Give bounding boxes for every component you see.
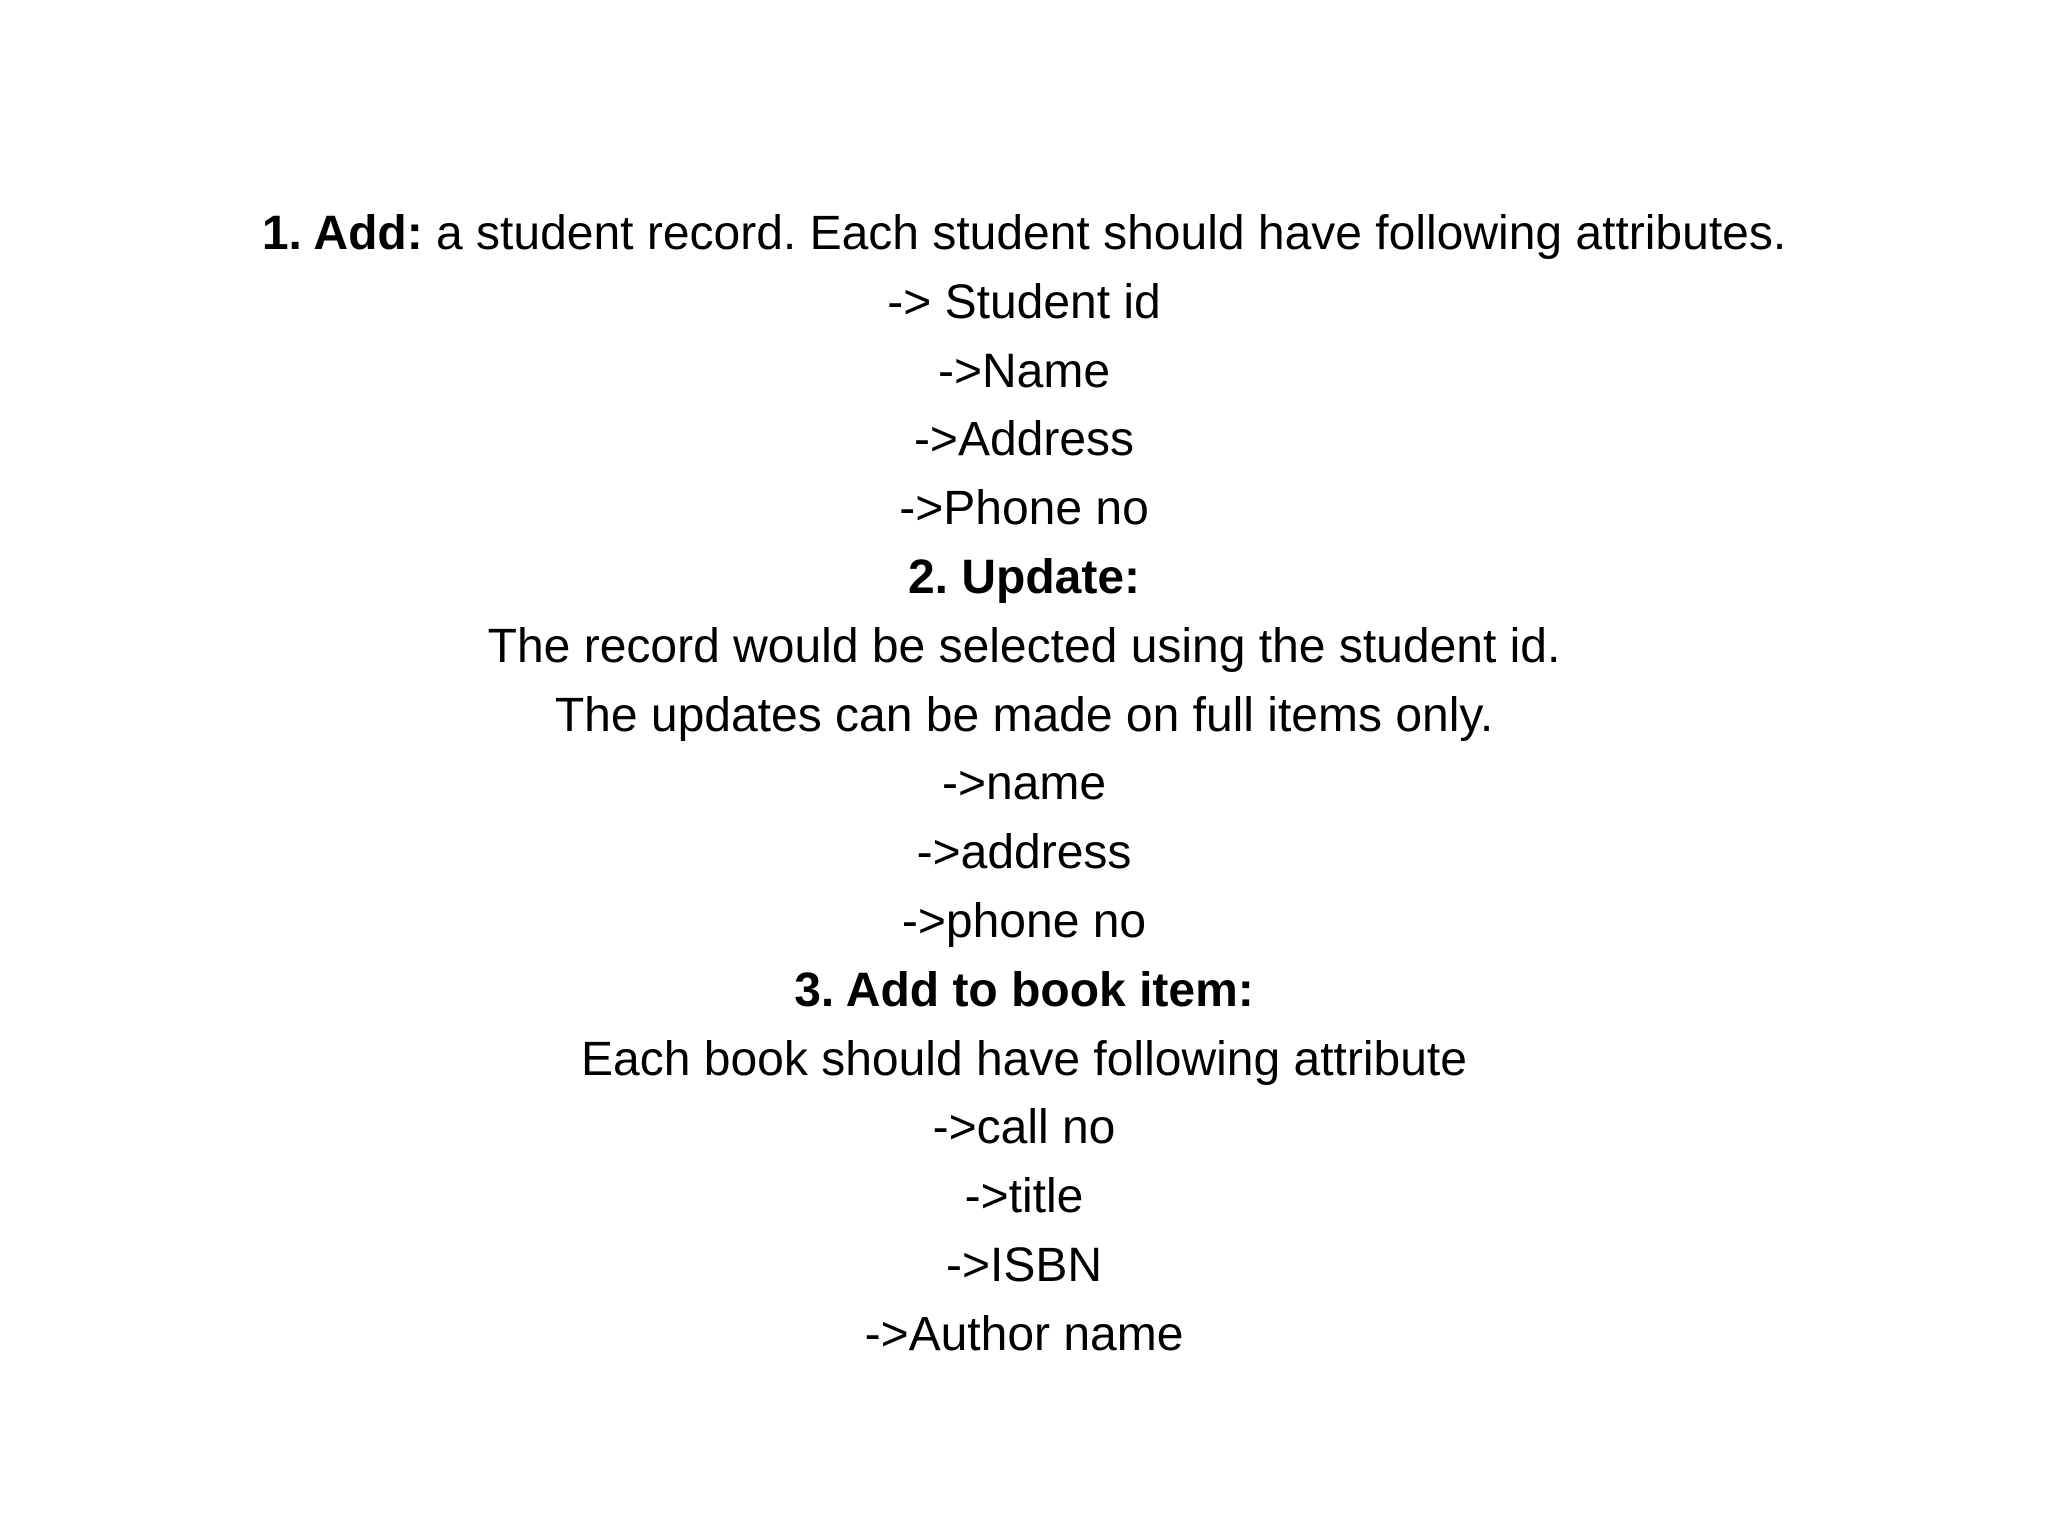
update-scope-note: The updates can be made on full items only. — [554, 688, 1494, 742]
heading-update: 2. Update: — [907, 550, 1141, 604]
book-attribute-isbn: ->ISBN — [945, 1238, 1103, 1292]
slide-content — [0, 200, 2048, 1370]
update-field-address: ->address — [916, 826, 1132, 880]
book-attribute-intro: Each book should have following attribute — [581, 1032, 1467, 1086]
attribute-phone-no: ->Phone no — [899, 482, 1149, 536]
book-attribute-call-no: ->call no — [932, 1101, 1116, 1155]
heading-add: 1. Add: — [261, 207, 423, 260]
update-field-name: ->name — [941, 757, 1107, 811]
line-add-student-heading — [0, 200, 2048, 269]
add-description: a student record. Each student should have following attributes. — [422, 207, 1787, 260]
update-selection-note: The record would be selected using the student id. — [487, 619, 1561, 673]
attribute-student-id: -> Student id — [887, 275, 1161, 329]
update-field-phone-no: ->phone no — [901, 894, 1147, 948]
attribute-name: ->Name — [937, 344, 1111, 398]
book-attribute-author-name: ->Author name — [864, 1307, 1184, 1361]
book-attribute-title: ->title — [964, 1170, 1084, 1224]
attribute-address: ->Address — [913, 413, 1135, 467]
heading-add-book-item: 3. Add to book item: — [794, 963, 1254, 1017]
